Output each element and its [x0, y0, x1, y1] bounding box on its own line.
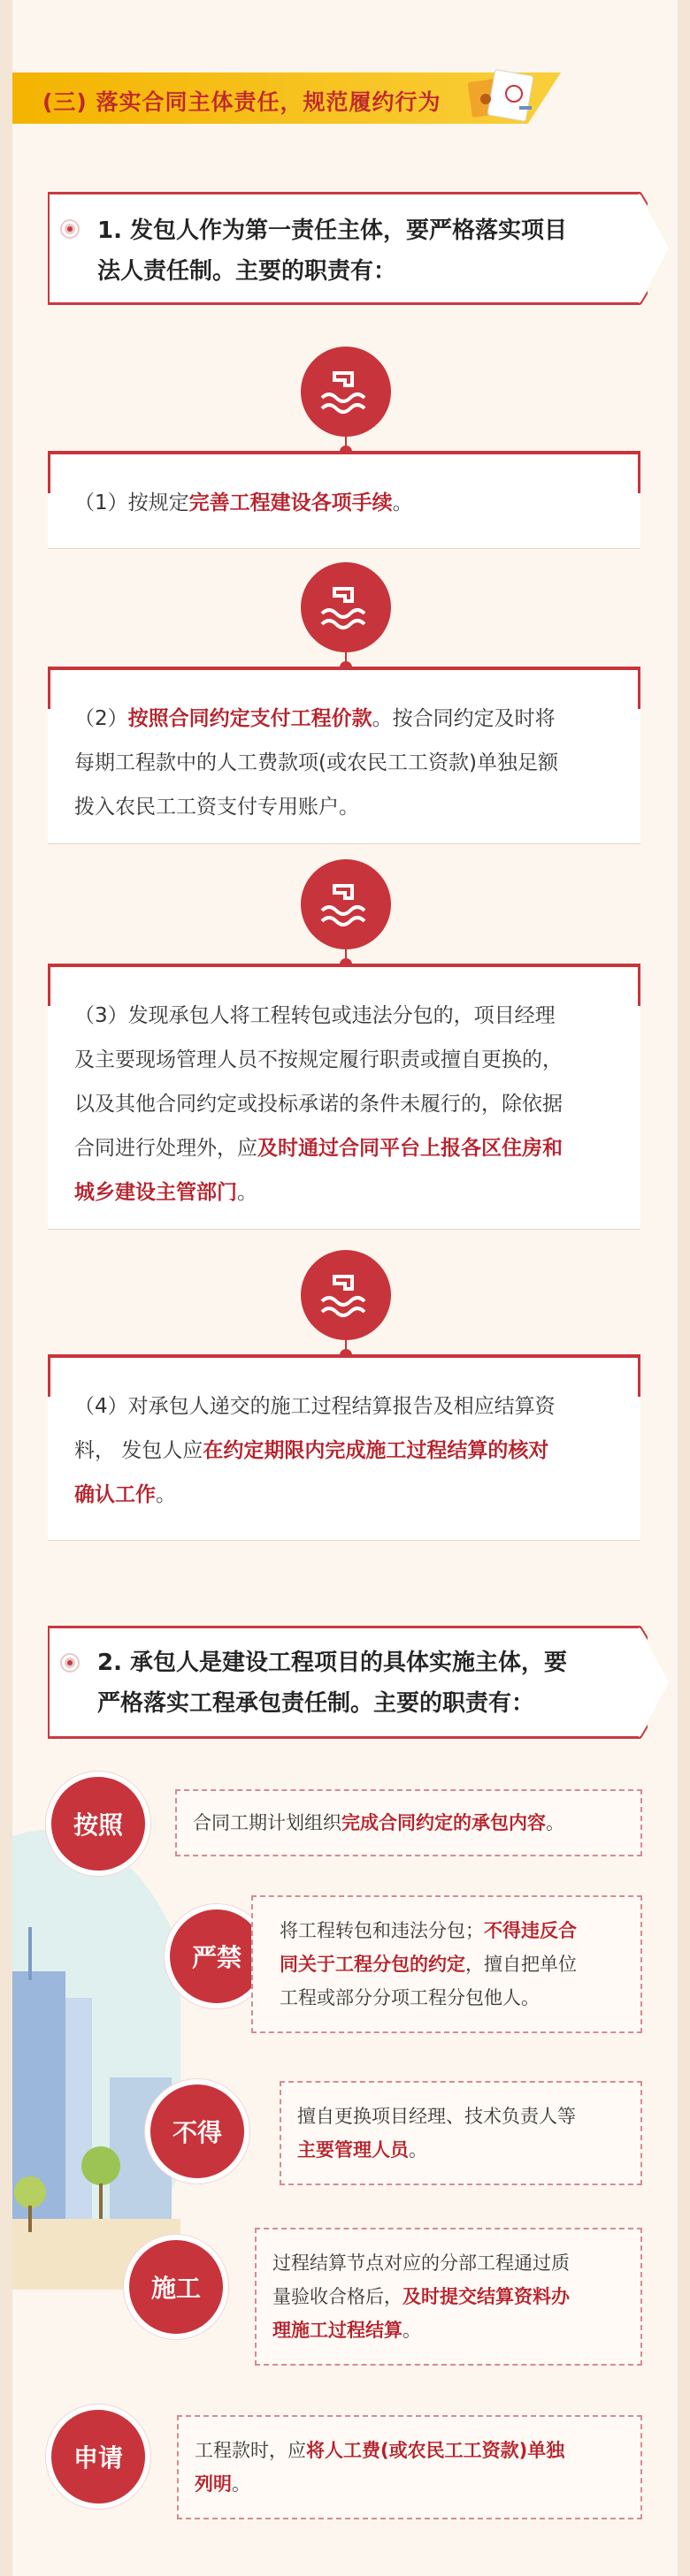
page-left-edge: [0, 0, 12, 2576]
card-1-text: （1）按规定完善工程建设各项手续。: [74, 492, 413, 514]
section-2-bullet: [62, 1655, 78, 1671]
card-left-border: [48, 1358, 50, 1397]
header-title: (三) 落实合同主体责任，规范履约行为: [42, 89, 441, 115]
water-flow-icon: [301, 1250, 391, 1340]
city-illustration: [12, 1830, 180, 2290]
card-right-border: [638, 670, 640, 709]
card-3-text: （3）发现承包人将工程转包或违法分包的，项目经理 及主要现场管理人员不按规定履行职责或擅自更换的， 以及其他合同约定或投标承诺的条件未履行的，除依据 合同进行处理外，应及时通过合同平台上报各区住房和 城乡建设主管部门。: [74, 1004, 563, 1204]
duty-card-1: [48, 451, 640, 548]
duty-text-3: 擅自更换项目经理、技术负责人等 主要管理人员。: [280, 2081, 642, 2185]
duty-card-4: [48, 1354, 640, 1540]
card-2-text: （2）按照合同约定支付工程价款。按合同约定及时将 每期工程款中的人工费款项(或农民工工资款)单独足额 拨入农民工工资支付专用账户。: [74, 707, 558, 819]
card-left-border: [48, 454, 50, 493]
document-seal-icon: [464, 67, 544, 129]
card-right-border: [638, 1358, 640, 1397]
section-2-line-2: 严格落实工程承包责任制。主要的职责有：: [97, 1690, 535, 1717]
water-flow-icon: [301, 859, 391, 949]
duty-badge-bude: 不得: [145, 2079, 249, 2184]
card-left-border: [48, 967, 50, 1006]
card-right-border: [638, 967, 640, 1006]
section-1-bullet: [62, 221, 78, 237]
duty-badge-yanjin: 严禁: [165, 1904, 269, 2008]
card-4-text: （4）对承包人递交的施工过程结算报告及相应结算资 料， 发包人应在约定期限内完成施工过程结算的核对 确认工作。: [74, 1395, 556, 1506]
duty-card-2: [48, 667, 640, 843]
duty-badge-shigong: 施工: [124, 2235, 228, 2339]
page-right-edge: [678, 0, 690, 2576]
duty-text-1: 合同工期计划组织完成合同约定的承包内容。: [175, 1789, 642, 1856]
duty-text-2: 将工程转包和违法分包；不得违反合 同关于工程分包的约定，擅自把单位 工程或部分分项工程分包他人。: [251, 1895, 642, 2033]
card-right-border: [638, 454, 640, 493]
duty-text-4: 过程结算节点对应的分部工程通过质 量验收合格后，及时提交结算资料办 理施工过程结算。: [255, 2228, 642, 2366]
water-flow-icon: [301, 347, 391, 437]
water-flow-icon: [301, 562, 391, 652]
section-1-line-1: 1. 发包人作为第一责任主体，要严格落实项目: [97, 217, 568, 244]
duty-card-3: [48, 964, 640, 1229]
duty-badge-shenqing: 申请: [46, 2405, 150, 2509]
duty-text-5: 工程款时，应将人工费(或农民工工资款)单独 列明。: [177, 2415, 642, 2519]
section-1-line-2: 法人责任制。主要的职责有：: [97, 258, 397, 285]
section-2-line-1: 2. 承包人是建设工程项目的具体实施主体，要: [97, 1650, 568, 1676]
card-left-border: [48, 670, 50, 709]
duty-badge-anzhao: 按照: [46, 1772, 150, 1876]
